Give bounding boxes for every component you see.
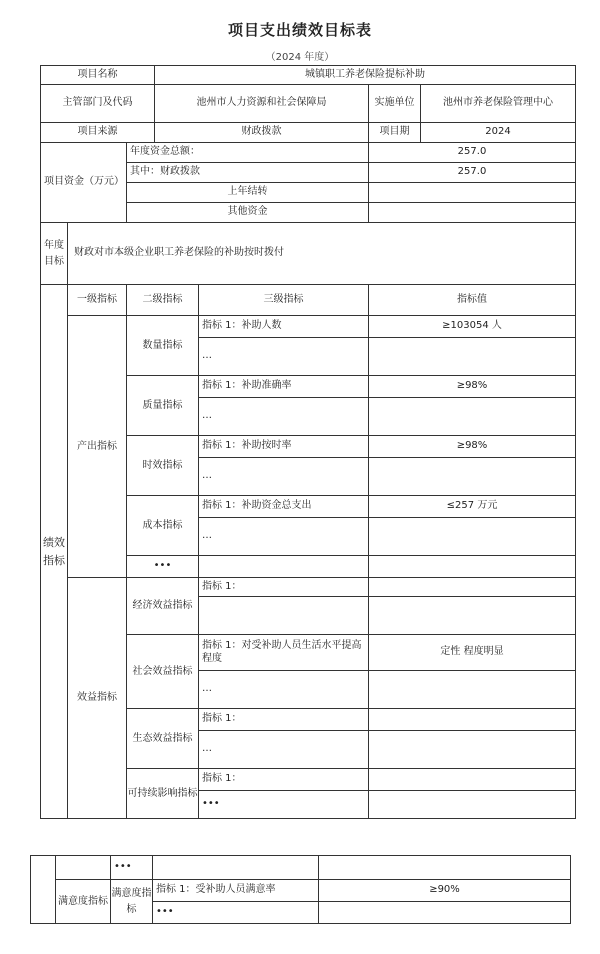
col-header-level2: 二级指标 <box>127 285 199 316</box>
performance-target-table <box>40 65 576 819</box>
sustainable-impact-more: ••• <box>199 791 369 819</box>
period-label: 项目期 <box>369 123 421 143</box>
impl-unit-label: 实施单位 <box>369 85 421 123</box>
empty-cell <box>319 856 571 880</box>
funds-other-value <box>369 203 576 223</box>
funds-carryover-label: 上年结转 <box>127 183 369 203</box>
output-more-marker: ••• <box>127 556 199 578</box>
timeliness-ellipsis: … <box>199 458 369 496</box>
quality-ellipsis: … <box>199 398 369 436</box>
quality-indicator-value: ≥98% <box>369 376 576 398</box>
funds-fiscal-value: 257.0 <box>369 163 576 183</box>
satisfaction-level2-label: 满意度指标 <box>111 880 153 924</box>
annual-goal-text: 财政对市本级企业职工养老保险的补助按时拨付 <box>68 223 576 285</box>
project-name-label: 项目名称 <box>41 66 155 85</box>
quantity-indicator-item: 指标 1：补助人数 <box>199 316 369 338</box>
funds-other-label: 其他资金 <box>127 203 369 223</box>
cost-indicator-item: 指标 1：补助资金总支出 <box>199 496 369 518</box>
empty-cell <box>369 671 576 709</box>
project-name-value: 城镇职工养老保险提标补助 <box>155 66 576 85</box>
cost-indicator-value: ≤257 万元 <box>369 496 576 518</box>
impl-unit-value: 池州市养老保险管理中心 <box>421 85 576 123</box>
source-value: 财政拨款 <box>155 123 369 143</box>
empty-cell <box>369 338 576 376</box>
sustainable-impact-item: 指标 1： <box>199 769 369 791</box>
funds-label: 项目资金（万元） <box>41 143 127 223</box>
funds-total-label: 年度资金总额： <box>127 143 369 163</box>
empty-cell <box>369 578 576 597</box>
perf-indicator-label: 绩效指标 <box>41 285 68 819</box>
col-header-value: 指标值 <box>369 285 576 316</box>
timeliness-indicator-item: 指标 1：补助按时率 <box>199 436 369 458</box>
ecological-benefit-label: 生态效益指标 <box>127 709 199 769</box>
empty-cell <box>319 902 571 924</box>
economic-benefit-item: 指标 1： <box>199 578 369 597</box>
empty-cell <box>199 597 369 635</box>
timeliness-indicator-value: ≥98% <box>369 436 576 458</box>
funds-fiscal-label: 其中：财政拨款 <box>127 163 369 183</box>
social-benefit-item: 指标 1：对受补助人员生活水平提高程度 <box>199 635 369 671</box>
empty-cell <box>369 709 576 731</box>
empty-cell <box>56 856 111 880</box>
benefit-indicator-label: 效益指标 <box>68 578 127 819</box>
satisfaction-table <box>30 855 571 924</box>
cost-ellipsis: … <box>199 518 369 556</box>
satisfaction-more-marker: ••• <box>153 902 319 924</box>
quantity-indicator-label: 数量指标 <box>127 316 199 376</box>
funds-total-value: 257.0 <box>369 143 576 163</box>
empty-cell <box>31 856 56 924</box>
ecological-benefit-ellipsis: … <box>199 731 369 769</box>
dept-value: 池州市人力资源和社会保障局 <box>155 85 369 123</box>
satisfaction-level1-label: 满意度指标 <box>56 880 111 924</box>
social-benefit-ellipsis: … <box>199 671 369 709</box>
timeliness-indicator-label: 时效指标 <box>127 436 199 496</box>
ecological-benefit-item: 指标 1： <box>199 709 369 731</box>
empty-cell <box>369 518 576 556</box>
satisfaction-item: 指标 1：受补助人员满意率 <box>153 880 319 902</box>
sustainable-impact-label: 可持续影响指标 <box>127 769 199 819</box>
quality-indicator-label: 质量指标 <box>127 376 199 436</box>
empty-cell <box>369 458 576 496</box>
social-benefit-label: 社会效益指标 <box>127 635 199 709</box>
satisfaction-top-marker: ••• <box>111 856 153 880</box>
social-benefit-value: 定性 程度明显 <box>369 635 576 671</box>
empty-cell <box>199 556 369 578</box>
satisfaction-value: ≥90% <box>319 880 571 902</box>
empty-cell <box>369 791 576 819</box>
annual-goal-label: 年度目标 <box>41 223 68 285</box>
quantity-ellipsis: … <box>199 338 369 376</box>
funds-carryover-value <box>369 183 576 203</box>
empty-cell <box>369 398 576 436</box>
empty-cell <box>369 769 576 791</box>
output-indicator-label: 产出指标 <box>68 316 127 578</box>
col-header-level3: 三级指标 <box>199 285 369 316</box>
empty-cell <box>369 597 576 635</box>
source-label: 项目来源 <box>41 123 155 143</box>
empty-cell <box>153 856 319 880</box>
empty-cell <box>369 731 576 769</box>
quantity-indicator-value: ≥103054 人 <box>369 316 576 338</box>
dept-label: 主管部门及代码 <box>41 85 155 123</box>
empty-cell <box>369 556 576 578</box>
col-header-level1: 一级指标 <box>68 285 127 316</box>
page-title: 项目支出绩效目标表 <box>227 21 372 39</box>
quality-indicator-item: 指标 1：补助准确率 <box>199 376 369 398</box>
cost-indicator-label: 成本指标 <box>127 496 199 556</box>
economic-benefit-label: 经济效益指标 <box>127 578 199 635</box>
period-value: 2024 <box>421 123 576 143</box>
year-label: （2024 年度） <box>265 52 335 63</box>
